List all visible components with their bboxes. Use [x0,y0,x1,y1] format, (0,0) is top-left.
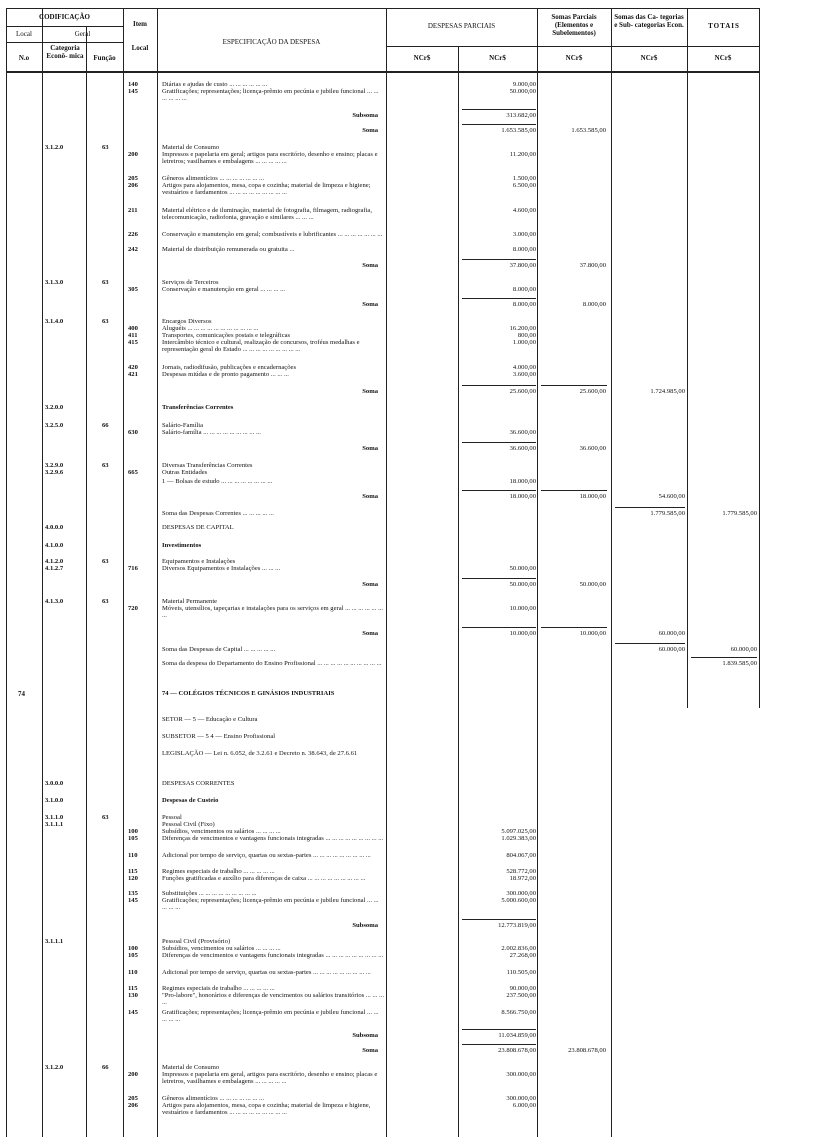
partial-amount: 1.029.383,00 [501,835,536,842]
margin-section-number: 74 [18,690,25,698]
partial-underline [462,919,536,920]
total-underline [691,657,757,658]
description: Pessoal Civil (Fixo) [162,821,215,828]
description: Material Permanente [162,598,218,605]
total-amount: 1.779.585,00 [722,510,757,517]
header-bottom-rule [6,71,759,73]
category-sum: 54.600,00 [658,493,685,500]
category-code: 4.1.2.7 [45,565,64,572]
description: Intercâmbio técnico e cultural, realização de concursos, troféus medalhas e representação geral do Estado ... ... ... ... ... ... ... ... ... [162,339,360,353]
item-code: 110 [128,852,138,859]
partial-amount: 313.682,00 [506,112,536,119]
header-categoria: Categoria Econô- mica [46,44,84,60]
description: Transportes, comunicações postais e telegráficas [162,332,291,339]
subtotal-label: Soma [362,127,378,134]
item-code: 421 [128,371,138,378]
description: 74 — COLÉGIOS TÉCNICOS E GINÁSIOS INDUSTRIAIS [162,690,335,697]
item-code: 135 [128,890,138,897]
description: Móveis, utensílios, tapeçarias e instalações para os serviços em geral ... ... ... ... ... ... ... [162,605,384,619]
description: Gratificações; representações; licença-prêmio em pecúnia e jubileu funcional ... ... ... ... ... [162,897,379,911]
description: 1 — Bolsas de estudo ... ... ... ... ... ... ... ... [162,478,273,485]
category-code: 3.1.0.0 [45,797,64,804]
function-code: 63 [102,144,109,151]
item-code: 206 [128,182,138,189]
description: SETOR — 5 — Educação e Cultura [162,716,258,723]
partial-sum: 37.800,00 [579,262,606,269]
partial-underline [462,109,536,110]
category-code: 3.2.0.0 [45,404,64,411]
category-code: 3.2.9.0 [45,462,64,469]
item-code: 105 [128,835,138,842]
partial-underline [462,124,536,125]
partial-underline [462,442,536,443]
function-code: 63 [102,558,109,565]
partial-amount: 8.000,00 [512,301,536,308]
description: Conservação e manutenção em geral ... ... ... ... [162,286,286,293]
category-code: 3.1.4.0 [45,318,64,325]
description: Artigos para alojamentos, mesa, copa e cozinha; material de limpeza e higiene, vestuários e fardamentos ... ... ... ... ... ... ... ... ... [162,1102,371,1116]
item-code: 716 [128,565,138,572]
item-code: 420 [128,364,138,371]
partial-underline [462,385,536,386]
header-unit-4: NCr$ [640,54,658,62]
description: Jornais, radiodifusão, publicações e encadernações [162,364,297,371]
subtotal-label: Soma [362,630,378,637]
subtotal-label: Soma [362,301,378,308]
header-unit-1: NCr$ [413,54,431,62]
item-code: 140 [128,81,138,88]
partial-sum: 50.000,00 [579,581,606,588]
category-code: 3.1.1.0 [45,814,64,821]
category-sum: 60.000,00 [658,630,685,637]
partial-sum: 23.808.678,00 [568,1047,606,1054]
total-amount: 60.000,00 [730,646,757,653]
partial-amount: 25.600,00 [509,388,536,395]
category-underline [615,507,685,508]
function-code: 63 [102,598,109,605]
partial-amount: 50.000,00 [509,581,536,588]
partial-amount: 1.000,00 [512,339,536,346]
partial-underline [462,1029,536,1030]
partial-amount: 27.268,00 [509,952,536,959]
sum-underline [541,627,607,628]
partial-sum: 8.000,00 [582,301,606,308]
header-local: Local [16,30,32,38]
description: Material elétrico e de iluminação, material de fotografia, filmagem, radiografia, telecomunicação, radiofonia, gravação e similares ... ... ... [162,207,372,221]
category-code: 3.1.3.0 [45,279,64,286]
description: Gêneros alimentícios ... ... ... ... ... ... ... [162,175,265,182]
item-code: 400 [128,325,138,332]
col-line-8 [611,8,612,1137]
header-geral: Geral [74,30,91,38]
partial-amount: 2.002.836,00 [501,945,536,952]
unit-rule [386,46,759,47]
col-line-9 [687,8,688,708]
subtotal-label: Subsoma [352,1032,378,1039]
partial-amount: 90.000,00 [509,985,536,992]
partial-amount: 36.600,00 [509,429,536,436]
description: Material de Consumo [162,1064,220,1071]
description: Adicional por tempo de serviço, quartas ou sextas-partes ... ... ... ... ... ... ... ... ... [162,852,371,859]
partial-amount: 8.000,00 [512,246,536,253]
function-code: 63 [102,814,109,821]
partial-amount: 237.500,00 [506,992,536,999]
partial-amount: 300.000,00 [506,890,536,897]
description: Regimes especiais de trabalho ... ... ... ... ... [162,868,275,875]
subtotal-label: Soma [362,388,378,395]
description: Diversas Transferências Correntes [162,462,253,469]
col-line-4 [157,8,158,1137]
header-somas-parciais: Somas Parciais (Elementos e Subelementos) [551,13,597,37]
col-line-10 [759,8,760,708]
description: Impressos e papelaria em geral; artigos para escritório, desenho e ensino; placas e letreiros; vasilhames e embalagens ... ... ... ... ... [162,151,378,165]
partial-amount: 50.000,00 [509,88,536,95]
description: Diferenças de vencimentos e vantagens funcionais integradas ... ... ... ... ... ... ... ... ... [162,952,384,959]
category-code: 4.1.0.0 [45,542,64,549]
function-code: 63 [102,279,109,286]
partial-sum: 18.000,00 [579,493,606,500]
subtotal-label: Subsoma [352,112,378,119]
partial-sum: 36.600,00 [579,445,606,452]
partial-underline [462,298,536,299]
item-code: 305 [128,286,138,293]
partial-sum: 1.653.585,00 [571,127,606,134]
category-underline [615,643,685,644]
item-code: 205 [128,175,138,182]
col-line-5 [386,8,387,1137]
description: Soma da despesa do Departamento do Ensino Profissional ... ... ... ... ... ... ... ... ... ... [162,660,382,667]
partial-amount: 16.200,00 [509,325,536,332]
item-code: 630 [128,429,138,436]
description: Investimentos [162,542,202,549]
description: Serviços de Terceiros [162,279,219,286]
description: Salário-família ... ... ... ... ... ... ... ... ... [162,429,261,436]
category-code: 3.1.2.0 [45,144,64,151]
col-line-3 [123,8,124,1137]
partial-amount: 800,00 [517,332,536,339]
header-top-rule [6,8,759,9]
category-sum: 60.000,00 [658,646,685,653]
description: SUBSETOR — 5 4 — Ensino Profissional [162,733,276,740]
item-code: 145 [128,88,138,95]
category-sum: 1.724.985,00 [650,388,685,395]
partial-amount: 1.653.585,00 [501,127,536,134]
partial-underline [462,627,536,628]
item-code: 211 [128,207,138,214]
description: Conservação e manutenção em geral; combustíveis e lubrificantes ... ... ... ... ... ... ... [162,231,383,238]
description: Aluguéis ... ... ... ... ... ... ... ... ... ... ... [162,325,259,332]
header-unit-3: NCr$ [565,54,583,62]
header-despesas-parciais: DESPESAS PARCIAIS [427,22,496,30]
description: DESPESAS DE CAPITAL [162,524,234,531]
partial-amount: 110.505,00 [506,969,536,976]
partial-amount: 18.000,00 [509,493,536,500]
header-unit-2: NCr$ [489,54,506,62]
subtotal-label: Subsoma [352,922,378,929]
description: Diárias e ajudas de custo ... ... ... ... ... ... [162,81,268,88]
item-code: 200 [128,1071,138,1078]
item-code: 110 [128,969,138,976]
subtotal-label: Soma [362,445,378,452]
description: Encargos Diversos [162,318,212,325]
partial-amount: 6.500,00 [512,182,536,189]
description: Diferenças de vencimentos e vantagens funcionais integradas ... ... ... ... ... ... ... ... ... [162,835,384,842]
description: Soma das Despesas de Capital ... ... ... ... ... [162,646,276,653]
description: Funções gratificadas e auxílio para diferenças de caixa ... ... ... ... ... ... ... ... ... [162,875,366,882]
partial-amount: 4.000,00 [512,364,536,371]
description: Pessoal [162,814,182,821]
subtotal-label: Soma [362,1047,378,1054]
partial-amount: 8.566.750,00 [501,1009,536,1016]
total-amount: 1.839.585,00 [722,660,757,667]
item-code: 665 [128,469,138,476]
item-code: 145 [128,897,138,904]
function-code: 63 [102,318,109,325]
sum-underline [541,385,607,386]
function-code: 66 [102,422,109,429]
partial-amount: 8.000,00 [512,286,536,293]
subtotal-label: Soma [362,581,378,588]
partial-underline [462,490,536,491]
partial-amount: 4.600,00 [512,207,536,214]
item-code: 100 [128,945,138,952]
description: Artigos para alojamentos, mesa, copa e cozinha; material de limpeza e higiene; vestuários e fardamentos ... ... ... ... ... ... ... ... ... [162,182,371,196]
partial-amount: 528.772,00 [506,868,536,875]
col-line-2 [86,26,87,1137]
description: Gratificações; representações; licença-prêmio em pecúnia e jubileu funcional ... ... ... ... ... ... [162,88,379,102]
partial-amount: 10.000,00 [509,630,536,637]
partial-underline [462,1044,536,1045]
description: Subsídios, vencimentos ou salários ... ... ... ... [162,828,281,835]
partial-sum: 25.600,00 [579,388,606,395]
item-code: 120 [128,875,138,882]
partial-amount: 6.000,00 [512,1102,536,1109]
description: Diversos Equipamentos e Instalações ... ... ... [162,565,281,572]
partial-amount: 5.000.600,00 [501,897,536,904]
item-code: 415 [128,339,138,346]
description: Gêneros alimentícios ... ... ... ... ... ... ... [162,1095,265,1102]
description: Outras Entidades [162,469,208,476]
category-code: 3.2.9.6 [45,469,64,476]
item-code: 145 [128,1009,138,1016]
item-code: 200 [128,151,138,158]
description: Salário-Família [162,422,204,429]
description: Soma das Despesas Correntes ... ... ... ... ... [162,510,274,517]
partial-amount: 10.000,00 [509,605,536,612]
item-code: 115 [128,985,138,992]
header-funcao: Função [93,54,116,62]
partial-amount: 23.808.678,00 [498,1047,536,1054]
item-code: 720 [128,605,138,612]
header-somas-categorias: Somas das Ca- tegorias e Sub- categorias Econ. [614,13,684,29]
category-code: 4.0.0.0 [45,524,64,531]
description: Subsídios, vencimentos ou salários ... ... ... ... [162,945,281,952]
partial-amount: 11.200,00 [509,151,536,158]
item-code: 226 [128,231,138,238]
description: Despesas de Custeio [162,797,219,804]
col-line-1 [42,8,43,1137]
partial-amount: 1.500,00 [512,175,536,182]
sum-underline [541,490,607,491]
partial-underline [462,578,536,579]
item-code: 242 [128,246,138,253]
col-line-7 [537,8,538,1137]
partial-amount: 300.000,00 [506,1071,536,1078]
item-code: 100 [128,828,138,835]
category-code: 3.0.0.0 [45,780,64,787]
partial-amount: 3.000,00 [512,231,536,238]
subtotal-label: Soma [362,493,378,500]
category-code: 4.1.2.0 [45,558,64,565]
item-code: 205 [128,1095,138,1102]
partial-amount: 11.034.859,00 [498,1032,536,1039]
description: Gratificações; representações; licença-prêmio em pecúnia e jubileu funcional ... ... ... ... ... [162,1009,379,1023]
partial-amount: 5.097.025,00 [501,828,536,835]
partial-amount: 804.067,00 [506,852,536,859]
item-code: 130 [128,992,138,999]
partial-amount: 36.600,00 [509,445,536,452]
partial-amount: 12.773.819,00 [498,922,536,929]
category-code: 3.2.5.0 [45,422,64,429]
header-totais: TOTAIS [708,22,740,30]
header-item: Item [133,20,147,28]
description: Equipamentos e Instalações [162,558,236,565]
description: Impressos e papelaria em geral, artigos para escritório, desenho e ensino; placas e letreiros, vasilhames e embalagens ... ... ... ... ... [162,1071,378,1085]
header-item-local: Local [131,44,149,52]
description: Transferências Correntes [162,404,234,411]
partial-amount: 18.972,00 [509,875,536,882]
codificacao-sub-rule [6,42,123,43]
item-code: 105 [128,952,138,959]
category-sum: 1.779.585,00 [650,510,685,517]
category-code: 3.1.2.0 [45,1064,64,1071]
header-especificacao: ESPECIFICAÇÃO DA DESPESA [222,38,321,46]
partial-sum: 10.000,00 [579,630,606,637]
description: Substituições ... ... ... ... ... ... ... ... ... [162,890,257,897]
description: LEGISLAÇÃO — Lei n. 6.052, de 3.2.61 e Decreto n. 38.643, de 27.6.61 [162,750,358,757]
codificacao-rule [6,26,123,27]
function-code: 63 [102,462,109,469]
item-code: 115 [128,868,138,875]
partial-amount: 300.000,00 [506,1095,536,1102]
col-line-0 [6,8,7,1137]
description: Adicional por tempo de serviço, quartas ou sextas-partes ... ... ... ... ... ... ... ... ... [162,969,371,976]
partial-amount: 50.000,00 [509,565,536,572]
item-code: 411 [128,332,138,339]
description: Regimes especiais de trabalho ... ... ... ... ... [162,985,275,992]
header-no: N.o [18,54,30,62]
description: Material de Consumo [162,144,220,151]
function-code: 66 [102,1064,109,1071]
description: Material de distribuição remunerada ou gratuita ... [162,246,295,253]
partial-amount: 18.000,00 [509,478,536,485]
partial-amount: 3.600,00 [512,371,536,378]
partial-amount: 37.800,00 [509,262,536,269]
category-code: 4.1.3.0 [45,598,64,605]
partial-underline [462,259,536,260]
partial-amount: 9.000,00 [512,81,536,88]
description: "Pro-labore", honorários e diferenças de vencimentos ou salários transitórios ... ... ... ... [162,992,385,1006]
description: Despesas miúdas e de pronto pagamento ... ... ... [162,371,289,378]
description: DESPESAS CORRENTES [162,780,235,787]
header-unit-5: NCr$ [714,54,732,62]
category-code: 3.1.1.1 [45,821,64,828]
header-codificacao: CODIFICAÇÃO [39,13,90,21]
category-code: 3.1.1.1 [45,938,64,945]
subtotal-label: Soma [362,262,378,269]
item-code: 206 [128,1102,138,1109]
description: Pessoal Civil (Provisório) [162,938,231,945]
